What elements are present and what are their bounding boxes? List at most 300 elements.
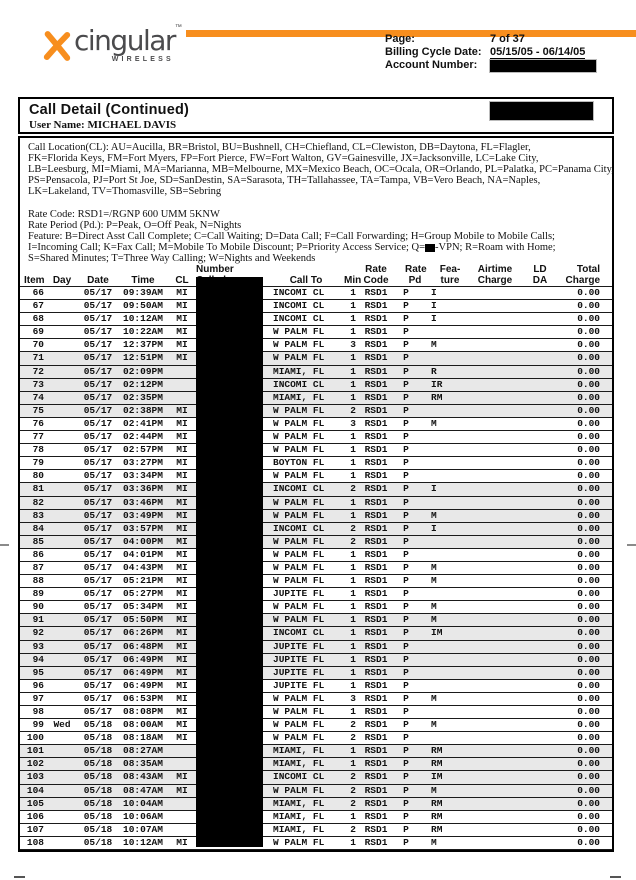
cell-total: 0.00 (577, 548, 600, 560)
cell-ld_da (524, 837, 556, 849)
cell-feature: RM (431, 745, 443, 757)
cell-day (46, 575, 78, 587)
title-redaction (490, 102, 593, 120)
cell-airtime (466, 392, 524, 404)
cell-min: 1 (350, 666, 356, 678)
cell-rate_code: RSD1 (364, 588, 388, 600)
cell-item: 95 (32, 666, 44, 678)
cell-rate_code: RSD1 (364, 640, 388, 652)
cell-date: 05/18 (83, 823, 113, 835)
cell-min: 1 (350, 601, 356, 613)
cell-day (46, 405, 78, 417)
cell-rate_pd: P (403, 706, 409, 717)
cell-date: 05/18 (83, 797, 113, 809)
cell-airtime (466, 379, 524, 391)
cell-day (46, 758, 78, 770)
cell-day (46, 510, 78, 522)
cell-date: 05/18 (83, 836, 113, 848)
cell-rate_code: RSD1 (364, 548, 388, 560)
cell-ld_da (524, 758, 556, 770)
cell-total: 0.00 (577, 614, 600, 626)
column-header-rate_code: Rate Code (363, 264, 389, 286)
cell-airtime (466, 510, 524, 522)
cell-call_to: W PALM FL (273, 404, 325, 416)
cell-day (46, 497, 78, 509)
cell-cl: MI (176, 784, 188, 796)
call-row-94 (20, 654, 612, 667)
cell-cl (168, 758, 196, 770)
cell-ld_da (524, 379, 556, 391)
cell-date: 05/17 (83, 679, 113, 691)
cell-time: 06:49PM (123, 666, 163, 678)
cell-item: 76 (32, 417, 44, 429)
cell-min: 1 (350, 352, 356, 364)
cell-min: 2 (350, 483, 356, 495)
cell-call_to: JUPITE FL (273, 653, 325, 665)
cell-call_to: W PALM FL (273, 575, 325, 587)
cell-min: 1 (350, 326, 356, 338)
cell-rate_pd: P (403, 758, 409, 770)
section-title: Call Detail (Continued) (29, 102, 190, 118)
cell-feature (416, 549, 466, 561)
cell-time: 05:34PM (123, 601, 163, 613)
cell-time: 12:51PM (123, 352, 163, 364)
cell-time: 06:53PM (123, 692, 163, 704)
cell-item: 91 (32, 614, 44, 626)
cell-total: 0.00 (577, 588, 600, 600)
cell-rate_code: RSD1 (364, 797, 388, 809)
cell-cl: MI (176, 352, 188, 364)
cell-feature (416, 641, 466, 653)
cell-rate_pd: P (403, 535, 409, 547)
cell-feature (416, 470, 466, 482)
call-row-97 (20, 693, 612, 706)
cell-airtime (466, 562, 524, 574)
cell-time: 05:50PM (123, 614, 163, 626)
cell-cl: MI (176, 287, 188, 298)
cell-min: 1 (350, 679, 356, 691)
cell-airtime (466, 732, 524, 744)
cell-rate_code: RSD1 (364, 823, 388, 835)
cell-min: 3 (350, 417, 356, 429)
cell-date: 05/18 (83, 771, 113, 783)
cell-call_to: W PALM FL (273, 470, 325, 482)
cell-feature (416, 457, 466, 469)
cell-day (46, 798, 78, 810)
cell-rate_pd: P (403, 444, 409, 456)
cell-feature: RM (431, 758, 443, 770)
cell-item: 92 (32, 627, 44, 639)
feature-legend-line: Feature: B=Direct Asst Call Complete; C=Call Waiting; D=Data Call; F=Call Forwarding; H=Group Mobile to Mobile Calls; (28, 231, 555, 242)
cell-day (46, 339, 78, 351)
cell-cl: MI (176, 653, 188, 665)
cell-cl (168, 824, 196, 836)
cell-rate_pd: P (403, 326, 409, 338)
cell-time: 05:21PM (123, 575, 163, 587)
billing-header-info (385, 33, 596, 72)
cell-airtime (466, 339, 524, 351)
cell-airtime (466, 575, 524, 587)
cell-call_to: W PALM FL (273, 692, 325, 704)
cell-airtime (466, 313, 524, 325)
cell-date: 05/17 (83, 548, 113, 560)
cell-call_to: JUPITE FL (273, 666, 325, 678)
cell-rate_pd: P (403, 640, 409, 652)
cell-item: 88 (32, 575, 44, 587)
call-row-92 (20, 627, 612, 640)
cell-item: 83 (32, 509, 44, 521)
legend-line: Call Location(CL): AU=Aucilla, BR=Bristol, BU=Bushnell, CH=Chiefland, CL=Clewiston, DB=Daytona, FL=Flagler, (28, 142, 531, 153)
cell-time: 10:12AM (123, 313, 163, 325)
cell-ld_da (524, 693, 556, 705)
cell-rate_pd: P (403, 679, 409, 691)
cell-time: 12:37PM (123, 339, 163, 351)
legend-line: FK=Florida Keys, FM=Fort Myers, FP=Fort Pierce, FW=Fort Walton, GV=Gainesville, JX=Jacksonville, LC=Lake City, (28, 153, 539, 164)
trademark: ™ (174, 24, 182, 31)
cell-total: 0.00 (577, 732, 600, 744)
cell-airtime (466, 431, 524, 443)
cell-feature: IM (431, 627, 443, 639)
cell-date: 05/17 (83, 653, 113, 665)
cell-ld_da (524, 719, 556, 731)
cell-date: 05/17 (83, 300, 113, 312)
cell-time: 08:27AM (123, 745, 163, 757)
call-row-99 (20, 719, 612, 732)
cell-airtime (466, 627, 524, 639)
cell-total: 0.00 (577, 784, 600, 796)
cell-min: 1 (350, 444, 356, 456)
cell-total: 0.00 (577, 797, 600, 809)
cell-rate_pd: P (403, 588, 409, 600)
call-detail-title-box (18, 97, 614, 134)
user-name: User Name: MICHAEL DAVIS (29, 119, 177, 131)
cell-call_to: INCOMI CL (273, 313, 325, 325)
legend-line: PS=Pensacola, PJ=Port St Joe, SD=SanDestin, SA=Sarasota, TH=Tallahassee, TA=Tampa, VB=Vero Beach, NA=Naples, (28, 175, 541, 186)
cell-ld_da (524, 431, 556, 443)
cell-cl: MI (176, 444, 188, 456)
cell-rate_pd: P (403, 391, 409, 403)
column-header-item: Item (24, 274, 45, 286)
cell-item: 98 (32, 706, 44, 717)
crop-mark-bottom-right (610, 876, 621, 878)
call-row-84 (20, 523, 612, 536)
cell-day (46, 379, 78, 391)
cell-min: 1 (350, 627, 356, 639)
cell-date: 05/17 (83, 444, 113, 456)
cell-date: 05/17 (83, 483, 113, 495)
cell-cl: MI (176, 339, 188, 351)
call-row-68 (20, 313, 612, 326)
cell-day (46, 614, 78, 626)
cell-item: 79 (32, 457, 44, 469)
cell-call_to: INCOMI CL (273, 771, 325, 783)
cell-min: 1 (350, 745, 356, 757)
cell-rate_code: RSD1 (364, 784, 388, 796)
rate-period-line: Rate Period (Pd.): P=Peak, O=Off Peak, N=Nights (28, 220, 242, 231)
cell-cl: MI (176, 719, 188, 731)
cell-ld_da (524, 614, 556, 626)
cell-date: 05/17 (83, 365, 113, 377)
cell-min: 1 (350, 588, 356, 600)
cell-rate_pd: P (403, 614, 409, 626)
cell-rate_pd: P (403, 431, 409, 443)
cell-airtime (466, 352, 524, 364)
cell-call_to: W PALM FL (273, 719, 325, 731)
cell-day (46, 313, 78, 325)
cell-min: 1 (350, 548, 356, 560)
cell-rate_code: RSD1 (364, 561, 388, 573)
cell-feature (416, 536, 466, 548)
cell-rate_pd: P (403, 378, 409, 390)
cell-cl: MI (176, 470, 188, 482)
cell-time: 04:00PM (123, 535, 163, 547)
cell-rate_code: RSD1 (364, 496, 388, 508)
cell-time: 03:46PM (123, 496, 163, 508)
cell-day (46, 366, 78, 378)
cell-min: 3 (350, 692, 356, 704)
cell-cl: MI (176, 575, 188, 587)
call-row-108 (20, 837, 612, 850)
cell-cl: MI (176, 771, 188, 783)
cell-date: 05/17 (83, 601, 113, 613)
cell-airtime (466, 588, 524, 600)
cell-feature: RM (431, 797, 443, 809)
cell-min: 2 (350, 404, 356, 416)
cell-total: 0.00 (577, 522, 600, 534)
cell-feature (416, 497, 466, 509)
cell-ld_da (524, 824, 556, 836)
cell-date: 05/17 (83, 313, 113, 325)
cell-day (46, 641, 78, 653)
call-row-66 (20, 287, 612, 300)
cell-call_to: BOYTON FL (273, 457, 325, 469)
cell-rate_code: RSD1 (364, 692, 388, 704)
cell-ld_da (524, 313, 556, 325)
cell-rate_code: RSD1 (364, 627, 388, 639)
cell-day: Wed (53, 719, 71, 731)
cell-feature: I (431, 313, 437, 325)
cell-min: 1 (350, 614, 356, 626)
cell-day (46, 811, 78, 823)
cell-item: 102 (26, 758, 44, 770)
cell-ld_da (524, 523, 556, 535)
cell-item: 94 (32, 653, 44, 665)
cell-total: 0.00 (577, 444, 600, 456)
cell-ld_da (524, 745, 556, 757)
cell-rate_pd: P (403, 784, 409, 796)
cell-total: 0.00 (577, 771, 600, 783)
cell-airtime (466, 497, 524, 509)
call-row-103 (20, 771, 612, 784)
cell-rate_code: RSD1 (364, 339, 388, 351)
column-header-time: Time (131, 274, 155, 286)
cell-ld_da (524, 706, 556, 718)
cell-total: 0.00 (577, 758, 600, 770)
cell-cl (168, 392, 196, 404)
call-location-legend (28, 142, 614, 197)
cell-feature (416, 654, 466, 666)
call-row-78 (20, 444, 612, 457)
cell-cl: MI (176, 483, 188, 495)
call-row-100 (20, 732, 612, 745)
cell-item: 81 (32, 483, 44, 495)
cell-time: 02:12PM (123, 378, 163, 390)
cell-min: 1 (350, 810, 356, 822)
cell-call_to: W PALM FL (273, 535, 325, 547)
cell-day (46, 785, 78, 797)
cell-cl: MI (176, 706, 188, 717)
cell-rate_code: RSD1 (364, 417, 388, 429)
column-header-cl: CL (175, 274, 189, 286)
cell-item: 70 (32, 339, 44, 351)
call-row-90 (20, 601, 612, 614)
cell-total: 0.00 (577, 836, 600, 848)
call-row-91 (20, 614, 612, 627)
cell-airtime (466, 667, 524, 679)
cell-item: 93 (32, 640, 44, 652)
cell-cl: MI (176, 313, 188, 325)
cell-min: 1 (350, 836, 356, 848)
crop-mark-bottom-left (14, 876, 25, 878)
cell-call_to: W PALM FL (273, 444, 325, 456)
cell-cl: MI (176, 457, 188, 469)
cell-rate_code: RSD1 (364, 836, 388, 848)
cell-time: 08:18AM (123, 732, 163, 744)
cell-date: 05/17 (83, 614, 113, 626)
cell-rate_pd: P (403, 287, 409, 298)
cell-rate_code: RSD1 (364, 365, 388, 377)
cell-day (46, 431, 78, 443)
cell-item: 71 (32, 352, 44, 364)
cell-ld_da (524, 641, 556, 653)
cell-item: 101 (26, 745, 44, 757)
rate-code-line: Rate Code: RSD1=/RGNP 600 UMM 5KNW (28, 209, 220, 220)
number-called-redaction (196, 277, 263, 847)
call-row-85 (20, 536, 612, 549)
call-row-96 (20, 680, 612, 693)
cell-time: 02:41PM (123, 417, 163, 429)
cell-rate_code: RSD1 (364, 391, 388, 403)
call-row-104 (20, 785, 612, 798)
cell-cl: MI (176, 640, 188, 652)
crop-mark-right (627, 544, 636, 546)
cell-min: 1 (350, 457, 356, 469)
cell-item: 69 (32, 326, 44, 338)
cell-ld_da (524, 366, 556, 378)
cell-day (46, 352, 78, 364)
cell-min: 1 (350, 391, 356, 403)
cell-cl: MI (176, 666, 188, 678)
cell-call_to: W PALM FL (273, 496, 325, 508)
call-row-75 (20, 405, 612, 418)
call-detail-box (18, 136, 614, 852)
cell-feature: IR (431, 378, 443, 390)
cell-feature: RM (431, 810, 443, 822)
cell-ld_da (524, 457, 556, 469)
cell-item: 86 (32, 548, 44, 560)
cell-min: 1 (350, 365, 356, 377)
cell-min: 1 (350, 509, 356, 521)
cell-item: 78 (32, 444, 44, 456)
cell-feature: M (431, 601, 437, 613)
cell-day (46, 601, 78, 613)
cell-time: 06:48PM (123, 640, 163, 652)
call-row-93 (20, 641, 612, 654)
cell-cl (168, 366, 196, 378)
cell-item: 100 (26, 732, 44, 744)
cell-ld_da (524, 771, 556, 783)
cell-min: 3 (350, 339, 356, 351)
cell-time: 03:34PM (123, 470, 163, 482)
cell-date: 05/18 (83, 719, 113, 731)
cell-item: 73 (32, 378, 44, 390)
cell-item: 66 (32, 287, 44, 298)
cell-day (46, 523, 78, 535)
column-header-date: Date (87, 274, 109, 286)
cell-airtime (466, 549, 524, 561)
cell-item: 99 (32, 719, 44, 731)
cell-time: 08:08PM (123, 706, 163, 717)
cell-call_to: W PALM FL (273, 548, 325, 560)
column-header-day: Day (52, 274, 72, 286)
cell-rate_code: RSD1 (364, 470, 388, 482)
cell-airtime (466, 614, 524, 626)
cell-time: 03:57PM (123, 522, 163, 534)
cell-time: 10:22AM (123, 326, 163, 338)
cell-time: 02:44PM (123, 431, 163, 443)
cell-total: 0.00 (577, 483, 600, 495)
cell-ld_da (524, 339, 556, 351)
cell-rate_code: RSD1 (364, 300, 388, 312)
cell-rate_pd: P (403, 836, 409, 848)
cell-day (46, 562, 78, 574)
cell-cl: MI (176, 417, 188, 429)
column-header-min: Min (344, 274, 362, 286)
cell-day (46, 536, 78, 548)
cell-item: 90 (32, 601, 44, 613)
cell-rate_pd: P (403, 548, 409, 560)
cell-date: 05/17 (83, 391, 113, 403)
cell-date: 05/17 (83, 339, 113, 351)
cell-date: 05/17 (83, 535, 113, 547)
cell-item: 87 (32, 561, 44, 573)
column-header-rate_pd: Rate Pd (405, 264, 427, 286)
cell-date: 05/18 (83, 758, 113, 770)
cell-airtime (466, 811, 524, 823)
cell-cl: MI (176, 300, 188, 312)
cell-feature: M (431, 614, 437, 626)
cell-item: 104 (26, 784, 44, 796)
cell-date: 05/17 (83, 509, 113, 521)
cell-call_to: MIAMI, FL (273, 365, 325, 377)
cell-total: 0.00 (577, 352, 600, 364)
cell-airtime (466, 745, 524, 757)
cell-call_to: W PALM FL (273, 784, 325, 796)
call-row-105 (20, 798, 612, 811)
cell-rate_code: RSD1 (364, 404, 388, 416)
call-row-79 (20, 457, 612, 470)
cell-ld_da (524, 352, 556, 364)
cell-feature: RM (431, 391, 443, 403)
cell-day (46, 483, 78, 495)
cell-feature: I (431, 300, 437, 312)
cell-item: 107 (26, 823, 44, 835)
cell-rate_pd: P (403, 627, 409, 639)
call-row-74 (20, 392, 612, 405)
cell-cl: MI (176, 326, 188, 338)
cell-total: 0.00 (577, 810, 600, 822)
cell-ld_da (524, 785, 556, 797)
